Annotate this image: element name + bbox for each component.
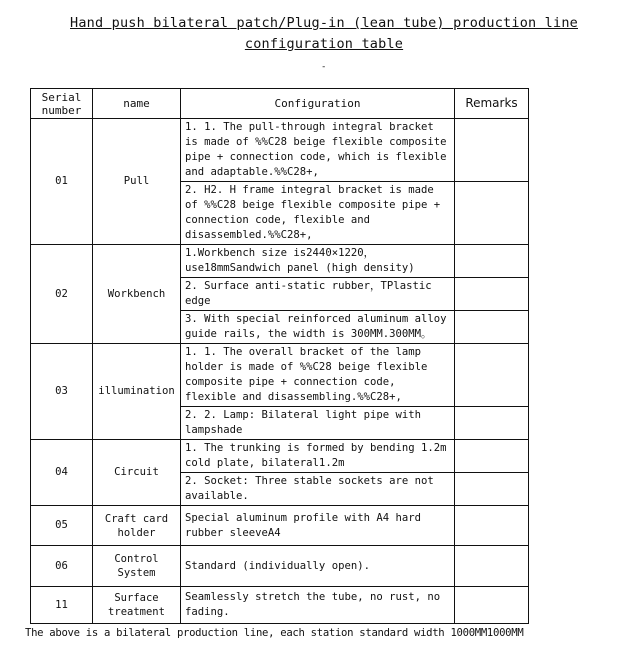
table-row (31, 506, 529, 546)
document-title: Hand push bilateral patch/Plug-in (lean tube) production line configuration table (70, 15, 578, 52)
remarks-cell (455, 440, 529, 473)
remarks-cell (455, 473, 529, 506)
config-cell: 2. Socket: Three stable sockets are not available. (181, 473, 455, 506)
config-cell: 2. H2. H frame integral bracket is made of %%C28 beige flexible composite pipe + connection code, flexible and disassembled.%%C28+, (181, 182, 455, 245)
config-cell: 1. The trunking is formed by bending 1.2m cold plate, bilateral1.2m (181, 440, 455, 473)
config-cell: 1. 1. The overall bracket of the lamp holder is made of %%C28 beige flexible composite pipe + connection code, flexible and disassembling.%%C28+, (181, 344, 455, 407)
remarks-cell (455, 119, 529, 182)
remarks-cell (455, 245, 529, 278)
footer-note: The above is a bilateral production line, each station standard width 1000MM1000MM (25, 627, 524, 639)
config-cell: 2. 2. Lamp: Bilateral light pipe with lampshade (181, 407, 455, 440)
serial-cell: 05 (31, 506, 93, 546)
config-cell: 2. Surface anti-static rubber，TPlastic edge (181, 278, 455, 311)
remarks-cell (455, 546, 529, 587)
name-cell: Surface treatment (93, 587, 181, 624)
table-row (31, 587, 529, 624)
name-cell: Circuit (93, 440, 181, 506)
config-cell: 1.Workbench size is2440×1220，use18mmSandwich panel (high density) (181, 245, 455, 278)
table-row (31, 245, 529, 278)
serial-cell: 06 (31, 546, 93, 587)
header-serial: Serial number (31, 89, 93, 119)
remarks-cell (455, 506, 529, 546)
config-cell: Standard (individually open). (181, 546, 455, 587)
table-row (31, 119, 529, 182)
serial-cell: 02 (31, 245, 93, 344)
name-cell: illumination (93, 344, 181, 440)
header-row (31, 89, 529, 119)
header-remarks: Remarks (455, 89, 529, 119)
config-cell: Seamlessly stretch the tube, no rust, no fading. (181, 587, 455, 624)
table-row (31, 344, 529, 407)
remarks-cell (455, 587, 529, 624)
serial-cell: 04 (31, 440, 93, 506)
subtitle-mark: - (321, 62, 327, 72)
remarks-cell (455, 311, 529, 344)
config-cell: Special aluminum profile with A4 hard rubber sleeveA4 (181, 506, 455, 546)
remarks-cell (455, 344, 529, 407)
table-row (31, 546, 529, 587)
serial-cell: 01 (31, 119, 93, 245)
name-cell: Workbench (93, 245, 181, 344)
header-configuration: Configuration (181, 89, 455, 119)
name-cell: Pull (93, 119, 181, 245)
configuration-table (30, 88, 529, 624)
name-cell: Control System (93, 546, 181, 587)
table-row (31, 440, 529, 473)
name-cell: Craft card holder (93, 506, 181, 546)
remarks-cell (455, 278, 529, 311)
remarks-cell (455, 407, 529, 440)
config-cell: 1. 1. The pull-through integral bracket is made of %%C28 beige flexible composite pipe + connection code, which is flexible and adaptable.%%C28+, (181, 119, 455, 182)
config-cell: 3. With special reinforced aluminum alloy guide rails, the width is 300MM.300MM。 (181, 311, 455, 344)
serial-cell: 03 (31, 344, 93, 440)
remarks-cell (455, 182, 529, 245)
serial-cell: 11 (31, 587, 93, 624)
header-name: name (93, 89, 181, 119)
